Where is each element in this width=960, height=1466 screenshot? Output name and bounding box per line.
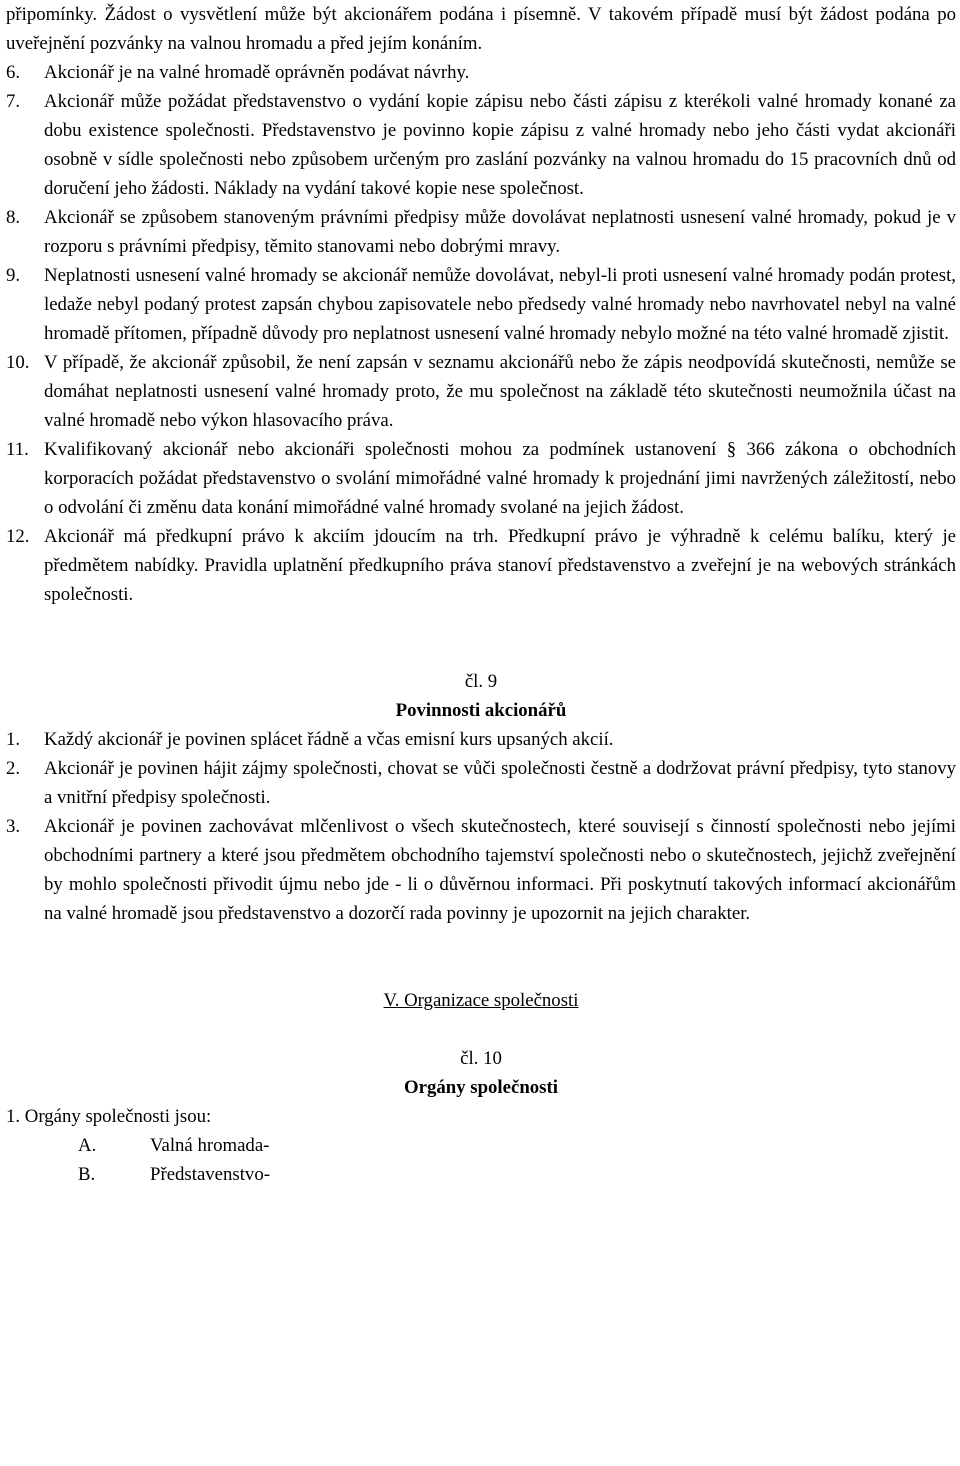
sub-item-letter: A.	[78, 1135, 97, 1156]
sub-item	[6, 1131, 956, 1160]
item-number: 9.	[6, 265, 21, 286]
item-text: Akcionář je na valné hromadě oprávněn podávat návrhy.	[44, 62, 470, 83]
intro-paragraph	[6, 0, 956, 58]
list-item	[6, 261, 956, 348]
list-item	[6, 812, 956, 928]
document-page	[6, 0, 956, 1189]
section-5-title: V. Organizace společnosti	[383, 990, 579, 1011]
spacer	[6, 928, 956, 986]
item-text: Každý akcionář je povinen splácet řádně a včas emisní kurs upsaných akcií.	[44, 729, 614, 750]
item-text: Akcionář je povinen zachovávat mlčenlivost o všech skutečnostech, které souvisejí s činností společnosti nebo jejími obchodními partnery a které jsou předmětem obchodního tajemství společnosti nebo o skutečnostech, jejichž zveřejnění by mohlo společnosti přivodit újmu nebo jde - li o důvěrnou informaci. Při poskytnutí takových informací akcionářům na valné hromadě jsou představenstvo a dozorčí rada povinny je upozornit na jejich charakter.	[44, 816, 956, 924]
article-9-list	[6, 725, 956, 928]
article-9-title: Povinnosti akcionářů	[395, 700, 567, 721]
item-text: Akcionář je povinen hájit zájmy společnosti, chovat se vůči společnosti čestně a dodržovat právní předpisy, tyto stanovy a vnitřní předpisy společnosti.	[44, 758, 956, 808]
sub-item	[6, 1160, 956, 1189]
item-text: Kvalifikovaný akcionář nebo akcionáři společnosti mohou za podmínek ustanovení § 366 zákona o obchodních korporacích požádat představenstvo o svolání mimořádné valné hromady k projednání jimi navržených záležitostí, nebo o odvolání či změnu data konání mimořádné valné hromady svolané na jejich žádost.	[44, 439, 956, 518]
list-item	[6, 58, 956, 87]
items-list-a	[6, 58, 956, 609]
item-number: 10.	[6, 352, 30, 373]
spacer	[6, 609, 956, 667]
item-number: 1.	[6, 729, 21, 750]
list-item	[6, 725, 956, 754]
item-number: 2.	[6, 758, 21, 779]
item-text: Akcionář má předkupní právo k akciím jdoucím na trh. Předkupní právo je výhradně k celému balíku, který je předmětem nabídky. Pravidla uplatnění předkupního práva stanoví představenstvo a zveřejní je na webových stránkách společnosti.	[44, 526, 956, 605]
item-number: 3.	[6, 816, 21, 837]
item-number: 7.	[6, 91, 21, 112]
article-10-intro: 1. Orgány společnosti jsou:	[6, 1106, 212, 1127]
item-number: 8.	[6, 207, 21, 228]
list-item	[6, 203, 956, 261]
article-10-sublist	[6, 1131, 956, 1189]
list-item	[6, 435, 956, 522]
sub-item-text: Představenstvo-	[150, 1164, 270, 1185]
item-text: Neplatnosti usnesení valné hromady se akcionář nemůže dovolávat, nebyl-li proti usnesení valné hromady podán protest, ledaže nebyl podaný protest zapsán chybou zapisovatele nebo předsedy valné hromady nebo navrhovatel nebyl na valné hromadě přítomen, případně důvody pro neplatnost usnesení valné hromady nebylo možné na této valné hromadě zjistit.	[44, 265, 956, 344]
item-text: Akcionář se způsobem stanoveným právními předpisy může dovolávat neplatnosti usnesení valné hromady, pokud je v rozporu s právními předpisy, těmito stanovami nebo dobrými mravy.	[44, 207, 956, 257]
list-item	[6, 522, 956, 609]
article-10-label: čl. 10	[460, 1048, 502, 1069]
list-item	[6, 348, 956, 435]
item-text: Akcionář může požádat představenstvo o vydání kopie zápisu nebo části zápisu z kterékoli valné hromady konané za dobu existence společnosti. Představenstvo je povinno kopie zápisu z valné hromady nebo jeho části vydat akcionáři osobně v sídle společnosti nebo způsobem určeným pro zaslání pozvánky na valnou hromadu do 15 pracovních dnů od doručení jeho žádosti. Náklady na vydání takové kopie nese společnost.	[44, 91, 956, 199]
sub-item-text: Valná hromada-	[150, 1135, 270, 1156]
spacer	[6, 1015, 956, 1044]
list-item	[6, 754, 956, 812]
article-9-label: čl. 9	[464, 671, 498, 692]
intro-text: připomínky. Žádost o vysvětlení může být akcionářem podána i písemně. V takovém případě musí být žádost podána po uveřejnění pozvánky na valnou hromadu a před jejím konáním.	[6, 4, 956, 54]
item-number: 6.	[6, 62, 21, 83]
article-10-title: Orgány společnosti	[404, 1077, 558, 1098]
item-number: 12.	[6, 526, 30, 547]
sub-item-letter: B.	[78, 1164, 96, 1185]
item-text: V případě, že akcionář způsobil, že není zapsán v seznamu akcionářů nebo že zápis neodpovídá skutečnosti, nemůže se domáhat neplatnosti usnesení valné hromady proto, že mu společnost na základě této skutečnosti neumožnila účast na valné hromadě nebo výkon hlasovacího práva.	[44, 352, 956, 431]
item-number: 11.	[6, 439, 29, 460]
list-item	[6, 87, 956, 203]
